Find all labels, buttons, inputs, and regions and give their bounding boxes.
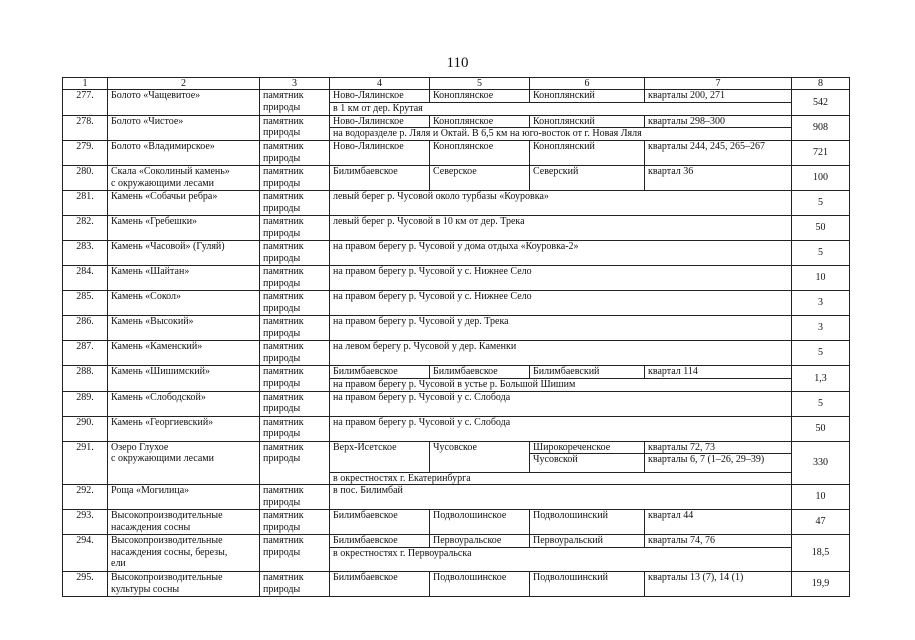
forestry-cell xyxy=(330,535,430,548)
location-description: в пос. Билимбай xyxy=(330,485,792,510)
forestry-cell xyxy=(330,166,430,191)
column-number-row xyxy=(63,78,850,90)
sub-district-value: Билимбаевский xyxy=(533,366,600,377)
object-category-line: памятник xyxy=(263,115,304,127)
table-row xyxy=(63,166,850,191)
quarters-value: кварталы 6, 7 (1–26, 29–39) xyxy=(645,453,791,466)
page-number: 110 xyxy=(446,55,469,71)
location-description: на правом берегу р. Чусовой у с. Слобода xyxy=(330,416,792,441)
district-forestry-value: Первоуральское xyxy=(433,535,502,546)
district-forestry-cell xyxy=(430,535,530,548)
object-name xyxy=(108,441,260,485)
location-description: левый берег р. Чусовой около турбазы «Коуровка» xyxy=(330,191,792,216)
object-category-line: памятник xyxy=(263,216,304,227)
location-description: на правом берегу р. Чусовой у с. Нижнее Село xyxy=(330,266,792,291)
district-forestry-cell xyxy=(430,90,530,103)
district-forestry-value: Билимбаевское xyxy=(433,366,498,377)
location-description: на правом берегу р. Чусовой в устье р. Большой Шишим xyxy=(330,378,792,391)
quarters-cell xyxy=(645,441,792,472)
object-name xyxy=(108,316,260,341)
sub-district-cell xyxy=(530,166,645,191)
district-forestry-cell xyxy=(430,572,530,597)
object-category xyxy=(260,485,330,510)
object-name xyxy=(108,485,260,510)
table-row xyxy=(63,485,850,510)
row-number: 280. xyxy=(63,166,108,191)
object-category-line: памятник xyxy=(263,366,304,377)
object-name-line: Камень «Георгиевский» xyxy=(111,416,214,428)
forestry-value: Ново-Лялинское xyxy=(333,115,404,127)
object-category xyxy=(260,216,330,241)
location-description: на правом берегу р. Чусовой у с. Нижнее Село xyxy=(330,291,792,316)
object-name-line: Болото «Чистое» xyxy=(111,115,184,127)
sub-district-value: Первоуральский xyxy=(533,535,604,546)
object-category-line: памятник xyxy=(263,90,304,101)
forestry-name: Верх-Исетское xyxy=(333,441,397,453)
quarters-value: кварталы 298–300 xyxy=(648,115,725,127)
area-value: 10 xyxy=(792,266,850,291)
object-category-line: природы xyxy=(263,377,301,389)
object-category xyxy=(260,166,330,191)
row-number: 281. xyxy=(63,191,108,216)
object-category xyxy=(260,510,330,535)
object-name xyxy=(108,241,260,266)
quarters-cell xyxy=(645,572,792,597)
sub-district-cell xyxy=(530,535,645,548)
object-category-line: природы xyxy=(263,127,301,138)
area-value: 542 xyxy=(792,90,850,116)
object-category-line: памятник xyxy=(263,241,304,252)
area-value: 330 xyxy=(792,441,850,485)
area-value: 1,3 xyxy=(792,366,850,392)
object-category-line: природы xyxy=(263,202,301,214)
object-category-line: памятник xyxy=(263,316,304,327)
object-name-line: насаждения сосны, березы, xyxy=(111,546,228,558)
forestry-cell xyxy=(330,510,430,535)
table-row xyxy=(63,416,850,441)
object-category-line: природы xyxy=(263,521,301,533)
table-row xyxy=(63,191,850,216)
forestry-cell xyxy=(330,141,430,166)
object-name xyxy=(108,510,260,535)
area-value: 18,5 xyxy=(792,535,850,572)
district-forestry-cell xyxy=(430,510,530,535)
table-row xyxy=(63,510,850,535)
location-description: на правом берегу р. Чусовой у с. Слобода xyxy=(330,391,792,416)
row-number: 290. xyxy=(63,416,108,441)
area-value: 100 xyxy=(792,166,850,191)
quarters-value: кварталы 200, 271 xyxy=(648,90,725,101)
object-category-line: природы xyxy=(263,152,301,164)
row-number: 278. xyxy=(63,115,108,141)
district-forestry-cell xyxy=(430,141,530,166)
row-number: 292. xyxy=(63,485,108,510)
sub-district-cell xyxy=(530,141,645,166)
quarters-cell xyxy=(645,166,792,191)
table-row xyxy=(63,391,850,416)
object-category xyxy=(260,441,330,485)
object-category xyxy=(260,241,330,266)
object-category-line: природы xyxy=(263,302,301,314)
area-value: 5 xyxy=(792,391,850,416)
protected-areas-table xyxy=(62,77,850,597)
object-name-line: Камень «Гребешки» xyxy=(111,216,198,227)
row-number: 285. xyxy=(63,291,108,316)
row-number: 288. xyxy=(63,366,108,392)
area-value: 721 xyxy=(792,141,850,166)
object-name xyxy=(108,216,260,241)
object-name-line: с окружающими лесами xyxy=(111,177,214,189)
forestry-cell xyxy=(330,441,430,472)
location-description: на правом берегу р. Чусовой у дер. Трека xyxy=(330,316,792,341)
object-category xyxy=(260,141,330,166)
table-row xyxy=(63,241,850,266)
table-row xyxy=(63,141,850,166)
object-name-line: Высокопроизводительные xyxy=(111,535,223,546)
object-name-line: культуры сосны xyxy=(111,583,180,595)
quarters-cell xyxy=(645,366,792,379)
row-number: 294. xyxy=(63,535,108,572)
district-forestry-value: Коноплянское xyxy=(433,115,494,127)
area-value: 908 xyxy=(792,115,850,141)
object-category-line: природы xyxy=(263,101,301,113)
sub-district-value: Подволошинский xyxy=(533,510,608,521)
district-forestry-value: Подволошинское xyxy=(433,510,507,521)
object-name-line: Болото «Владимирское» xyxy=(111,141,215,152)
location-description: на левом берегу р. Чусовой у дер. Каменки xyxy=(330,341,792,366)
object-name-line: с окружающими лесами xyxy=(111,453,214,464)
location-description: в окрестностях г. Екатеринбурга xyxy=(330,472,792,485)
object-name xyxy=(108,191,260,216)
table-row xyxy=(63,316,850,341)
object-category-line: памятник xyxy=(263,510,304,521)
quarters-value: квартал 44 xyxy=(648,510,694,521)
forestry-value: Билимбаевское xyxy=(333,535,398,546)
object-name-line: Высокопроизводительные xyxy=(111,572,223,583)
sub-district-value: Подволошинский xyxy=(533,572,608,583)
object-category-line: памятник xyxy=(263,291,304,302)
column-number: 7 xyxy=(645,78,792,90)
sub-district-value: Коноплянский xyxy=(533,141,595,152)
column-number: 5 xyxy=(430,78,530,90)
object-name xyxy=(108,115,260,141)
table-row xyxy=(63,341,850,366)
column-number: 2 xyxy=(108,78,260,90)
quarters-value: квартал 114 xyxy=(648,366,698,377)
object-category-line: памятник xyxy=(263,441,304,453)
district-forestry-value: Северское xyxy=(433,166,477,177)
table-row xyxy=(63,441,850,472)
object-name-line: Камень «Часовой» (Гуляй) xyxy=(111,241,225,252)
object-name-line: Озеро Глухое xyxy=(111,441,169,453)
sub-district-cell xyxy=(530,441,645,472)
forestry-cell xyxy=(330,572,430,597)
forestry-value: Билимбаевское xyxy=(333,166,398,177)
object-name-line: Камень «Сокол» xyxy=(111,291,182,302)
table-row xyxy=(63,266,850,291)
object-name xyxy=(108,572,260,597)
object-category-line: природы xyxy=(263,277,301,289)
object-name xyxy=(108,291,260,316)
row-number: 286. xyxy=(63,316,108,341)
object-name-line: Скала «Соколиный камень» xyxy=(111,166,230,177)
row-number: 277. xyxy=(63,90,108,116)
object-name xyxy=(108,535,260,572)
object-name-line: Камень «Шишимский» xyxy=(111,366,210,377)
location-description: в 1 км от дер. Крутая xyxy=(330,102,792,115)
object-category xyxy=(260,316,330,341)
object-category xyxy=(260,366,330,392)
object-category-line: памятник xyxy=(263,416,304,428)
district-forestry-cell xyxy=(430,166,530,191)
table-row xyxy=(63,572,850,597)
object-name xyxy=(108,341,260,366)
area-value: 47 xyxy=(792,510,850,535)
object-name-line: ели xyxy=(111,558,126,569)
object-category-line: природы xyxy=(263,583,301,595)
object-category xyxy=(260,416,330,441)
table-row xyxy=(63,216,850,241)
object-name-line: Болото «Чащевитое» xyxy=(111,90,201,101)
quarters-value: кварталы 72, 73 xyxy=(648,441,715,453)
sub-district-value: Северский xyxy=(533,166,579,177)
object-category-line: природы xyxy=(263,327,301,339)
object-category xyxy=(260,341,330,366)
object-category-line: памятник xyxy=(263,166,304,177)
object-category xyxy=(260,291,330,316)
column-number: 4 xyxy=(330,78,430,90)
district-forestry-cell xyxy=(430,115,530,128)
quarters-cell xyxy=(645,141,792,166)
area-value: 10 xyxy=(792,485,850,510)
area-value: 50 xyxy=(792,416,850,441)
object-category-line: природы xyxy=(263,227,301,239)
area-value: 19,9 xyxy=(792,572,850,597)
quarters-value: квартал 36 xyxy=(648,166,694,177)
forestry-cell xyxy=(330,366,430,379)
object-category-line: природы xyxy=(263,177,301,189)
table-row xyxy=(63,115,850,128)
row-number: 279. xyxy=(63,141,108,166)
location-description: в окрестностях г. Первоуральска xyxy=(330,547,792,572)
object-category-line: природы xyxy=(263,496,301,508)
object-name-line: Камень «Шайтан» xyxy=(111,266,190,277)
column-number: 1 xyxy=(63,78,108,90)
object-name-line: Камень «Высокий» xyxy=(111,316,194,327)
sub-district-cell xyxy=(530,366,645,379)
district-forestry-value: Подволошинское xyxy=(433,572,507,583)
table-row xyxy=(63,291,850,316)
object-category-line: памятник xyxy=(263,191,304,202)
area-value: 3 xyxy=(792,316,850,341)
column-number: 3 xyxy=(260,78,330,90)
object-category-line: памятник xyxy=(263,485,304,496)
district-forestry-cell xyxy=(430,366,530,379)
row-number: 291. xyxy=(63,441,108,485)
object-category xyxy=(260,90,330,116)
forestry-value: Билимбаевское xyxy=(333,366,398,377)
sub-district-cell xyxy=(530,572,645,597)
location-description: на правом берегу р. Чусовой у дома отдыха «Коуровка-2» xyxy=(330,241,792,266)
object-category-line: природы xyxy=(263,546,301,558)
forestry-cell xyxy=(330,115,430,128)
object-category xyxy=(260,191,330,216)
object-name-line: Камень «Собачьи ребра» xyxy=(111,191,218,202)
object-category xyxy=(260,535,330,572)
object-category-line: памятник xyxy=(263,266,304,277)
sub-district-cell xyxy=(530,115,645,128)
sub-district-value: Коноплянский xyxy=(533,115,595,127)
location-description: левый берег р. Чусовой в 10 км от дер. Трека xyxy=(330,216,792,241)
object-name-line: Роща «Могилица» xyxy=(111,485,190,496)
district-forestry-cell xyxy=(430,441,530,472)
object-category-line: природы xyxy=(263,403,301,414)
row-number: 284. xyxy=(63,266,108,291)
table-row xyxy=(63,535,850,548)
object-name-line: Камень «Слободской» xyxy=(111,391,206,403)
object-name xyxy=(108,391,260,416)
row-number: 293. xyxy=(63,510,108,535)
area-value: 50 xyxy=(792,216,850,241)
sub-district-cell xyxy=(530,90,645,103)
sub-district-cell xyxy=(530,510,645,535)
quarters-cell xyxy=(645,90,792,103)
row-number: 282. xyxy=(63,216,108,241)
object-category-line: памятник xyxy=(263,391,304,403)
quarters-value: кварталы 244, 245, 265–267 xyxy=(648,141,765,152)
object-category xyxy=(260,572,330,597)
row-number: 295. xyxy=(63,572,108,597)
object-name xyxy=(108,90,260,116)
sub-district-name: Широкореченское xyxy=(533,441,611,453)
object-category-line: природы xyxy=(263,252,301,264)
forestry-value: Ново-Лялинское xyxy=(333,90,404,101)
object-name xyxy=(108,166,260,191)
object-category-line: памятник xyxy=(263,341,304,352)
object-name-line: насаждения сосны xyxy=(111,521,191,533)
area-value: 5 xyxy=(792,191,850,216)
object-name xyxy=(108,141,260,166)
area-value: 3 xyxy=(792,291,850,316)
row-number: 283. xyxy=(63,241,108,266)
object-category-line: природы xyxy=(263,428,301,439)
object-category xyxy=(260,266,330,291)
object-category-line: природы xyxy=(263,352,301,364)
table-row xyxy=(63,366,850,379)
district-forestry-value: Коноплянское xyxy=(433,141,494,152)
quarters-value: кварталы 74, 76 xyxy=(648,535,715,546)
object-name xyxy=(108,416,260,441)
district-forestry-name: Чусовское xyxy=(433,441,477,453)
object-category-line: памятник xyxy=(263,572,304,583)
object-name-line: Высокопроизводительные xyxy=(111,510,223,521)
column-number: 6 xyxy=(530,78,645,90)
sub-district-value: Коноплянский xyxy=(533,90,595,101)
object-name xyxy=(108,266,260,291)
table-row xyxy=(63,90,850,103)
row-number: 289. xyxy=(63,391,108,416)
quarters-cell xyxy=(645,115,792,128)
quarters-cell xyxy=(645,535,792,548)
object-category-line: природы xyxy=(263,453,301,464)
object-name xyxy=(108,366,260,392)
object-category-line: памятник xyxy=(263,535,304,546)
forestry-cell xyxy=(330,90,430,103)
quarters-cell xyxy=(645,510,792,535)
row-number: 287. xyxy=(63,341,108,366)
area-value: 5 xyxy=(792,341,850,366)
object-category-line: памятник xyxy=(263,141,304,152)
object-category xyxy=(260,115,330,141)
forestry-value: Билимбаевское xyxy=(333,572,398,583)
area-value: 5 xyxy=(792,241,850,266)
forestry-value: Ново-Лялинское xyxy=(333,141,404,152)
column-number: 8 xyxy=(792,78,850,90)
sub-district-name: Чусовской xyxy=(530,453,644,466)
quarters-value: кварталы 13 (7), 14 (1) xyxy=(648,572,744,583)
forestry-value: Билимбаевское xyxy=(333,510,398,521)
location-description: на водоразделе р. Ляля и Октай. В 6,5 км на юго-восток от г. Новая Ляля xyxy=(330,128,792,141)
object-name-line: Камень «Каменский» xyxy=(111,341,203,352)
district-forestry-value: Коноплянское xyxy=(433,90,494,101)
object-category xyxy=(260,391,330,416)
